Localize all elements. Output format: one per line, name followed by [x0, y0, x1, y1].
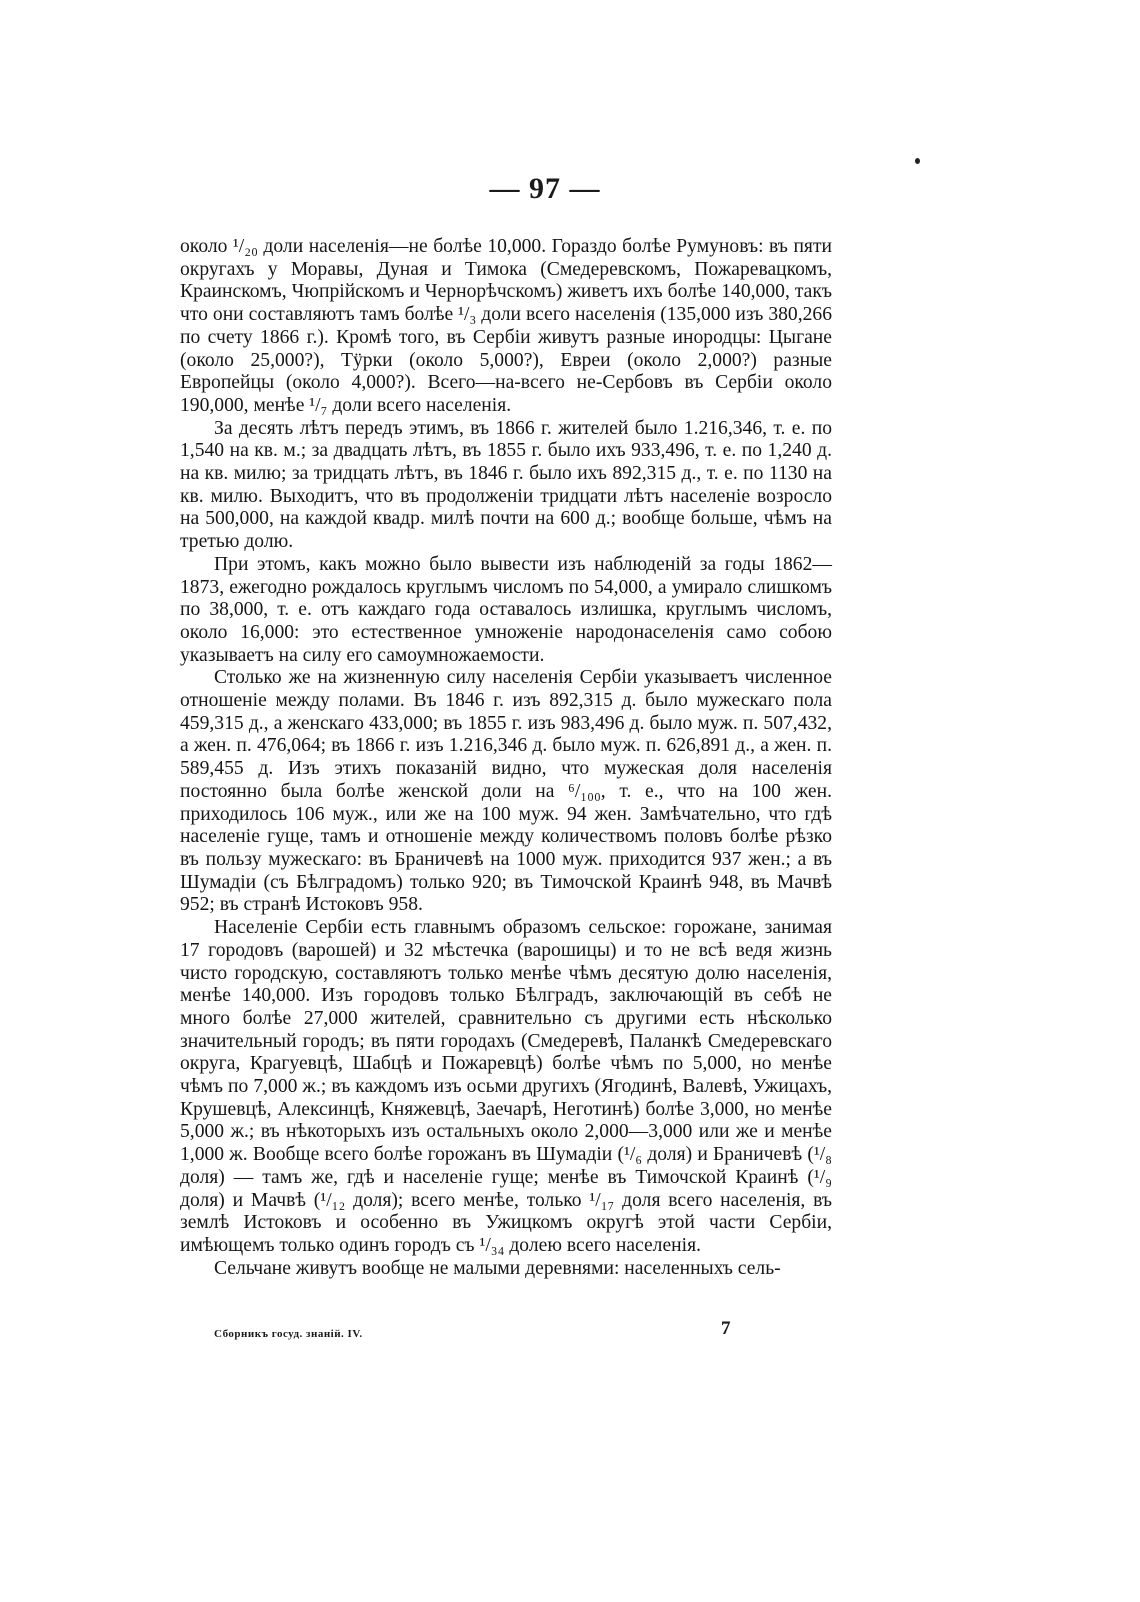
body-text	[180, 236, 832, 1280]
ink-speck	[915, 158, 920, 164]
footer-signature: Сборникъ госуд. знаній. IV.	[214, 1328, 363, 1340]
paragraph-4: Столько же на жизненную силу населенія Сербіи указываетъ численное отношеніе между полами. Въ 1846 г. изъ 892,315 д. было мужескаго пола 459,315 д., а женскаго 433,000; въ 1855 г. изъ 983,496 д. было муж. п. 507,432, а жен. п. 476,064; въ 1866 г. изъ 1.216,346 д. было муж. п. 626,891 д., а жен. п. 589,455 д. Изъ этихъ показаній видно, что мужеская доля населенія постоянно была болѣе женской доли на ⁶/₁₀₀, т. е., что на 100 жен. приходилось 106 муж., или же на 100 муж. 94 жен. Замѣчательно, что гдѣ населеніе гуще, тамъ и отношеніе между количествомъ половъ болѣе рѣзко въ пользу мужескаго: въ Браничевѣ на 1000 муж. приходится 937 жен.; а въ Шумадіи (съ Бѣлградомъ) только 920; въ Тимочской Краинѣ 948, въ Мачвѣ 952; въ странѣ Истоковъ 958.	[180, 667, 832, 916]
sheet-number: 7	[721, 1318, 731, 1339]
paragraph-5: Населеніе Сербіи есть главнымъ образомъ сельское: горожане, занимая 17 городовъ (варошей) и 32 мѣстечка (варошицы) и то не всѣ ведя жизнь чисто городскую, составляютъ только менѣе чѣмъ десятую долю населенія, менѣе 140,000. Изъ городовъ только Бѣлградъ, заключающій въ себѣ не много болѣе 27,000 жителей, сравнительно съ другими есть нѣсколько значительный городъ; въ пяти городахъ (Смедеревѣ, Паланкѣ Смедеревскаго округа, Крагуевцѣ, Шабцѣ и Пожаревцѣ) болѣе чѣмъ по 5,000, но менѣе чѣмъ по 7,000 ж.; въ каждомъ изъ осьми другихъ (Ягодинѣ, Валевѣ, Ужицахъ, Крушевцѣ, Алексинцѣ, Княжевцѣ, Заечарѣ, Неготинѣ) болѣе 3,000, но менѣе 5,000 ж.; въ нѣкоторыхъ изъ остальныхъ около 2,000—3,000 или же и менѣе 1,000 ж. Вообще всего болѣе горожанъ въ Шумадіи (¹/₆ доля) и Браничевѣ (¹/₈ доля) — тамъ же, гдѣ и населеніе гуще; менѣе въ Тимочской Краинѣ (¹/₉ доля) и Мачвѣ (¹/₁₂ доля); всего менѣе, только ¹/₁₇ доля всего населенія, въ землѣ Истоковъ и особенно въ Ужицкомъ округѣ этой части Сербіи, имѣющемъ только одинъ городъ съ ¹/₃₄ долею всего населенія.	[180, 917, 832, 1256]
paragraph-2: За десять лѣтъ передъ этимъ, въ 1866 г. жителей было 1.216,346, т. е. по 1,540 на кв. м.; за двадцать лѣтъ, въ 1855 г. было ихъ 933,496, т. е. по 1,240 д. на кв. милю; за тридцать лѣтъ, въ 1846 г. было ихъ 892,315 д., т. е. по 1130 на кв. милю. Выходитъ, что въ продолженіи тридцати лѣтъ населеніе возросло на 500,000, на каждой квадр. милѣ почти на 600 д.; вообще больше, чѣмъ на третью долю.	[180, 417, 832, 553]
paragraph-3: При этомъ, какъ можно было вывести изъ наблюденій за годы 1862—1873, ежегодно рождалось круглымъ числомъ по 54,000, а умирало слишкомъ по 38,000, т. е. отъ каждаго года оставалось излишка, круглымъ числомъ, около 16,000: это естественное умноженіе народонаселенія само собою указываетъ на силу его самоумножаемости.	[180, 553, 832, 666]
paragraph-1: около ¹/₂₀ доли населенія—не болѣе 10,000. Гораздо болѣе Румуновъ: въ пяти округахъ у Моравы, Дуная и Тимока (Смедеревскомъ, Пожаревацкомъ, Краинскомъ, Чюпрійскомъ и Чернорѣчскомъ) живетъ ихъ болѣе 140,000, такъ что они составляютъ тамъ болѣе ¹/₃ доли всего населенія (135,000 изъ 380,266 по счету 1866 г.). Кромѣ того, въ Сербіи живутъ разные инородцы: Цыгане (около 25,000?), Тӱрки (около 5,000?), Евреи (около 2,000?) разные Европейцы (около 4,000?). Всего—на-всего не-Сербовъ въ Сербіи около 190,000, менѣе ¹/₇ доли всего населенія.	[180, 236, 832, 416]
page-number: — 97 —	[489, 172, 601, 205]
paragraph-6: Сельчане живутъ вообще не малыми деревнями: населенныхъ сель-	[214, 1257, 781, 1279]
